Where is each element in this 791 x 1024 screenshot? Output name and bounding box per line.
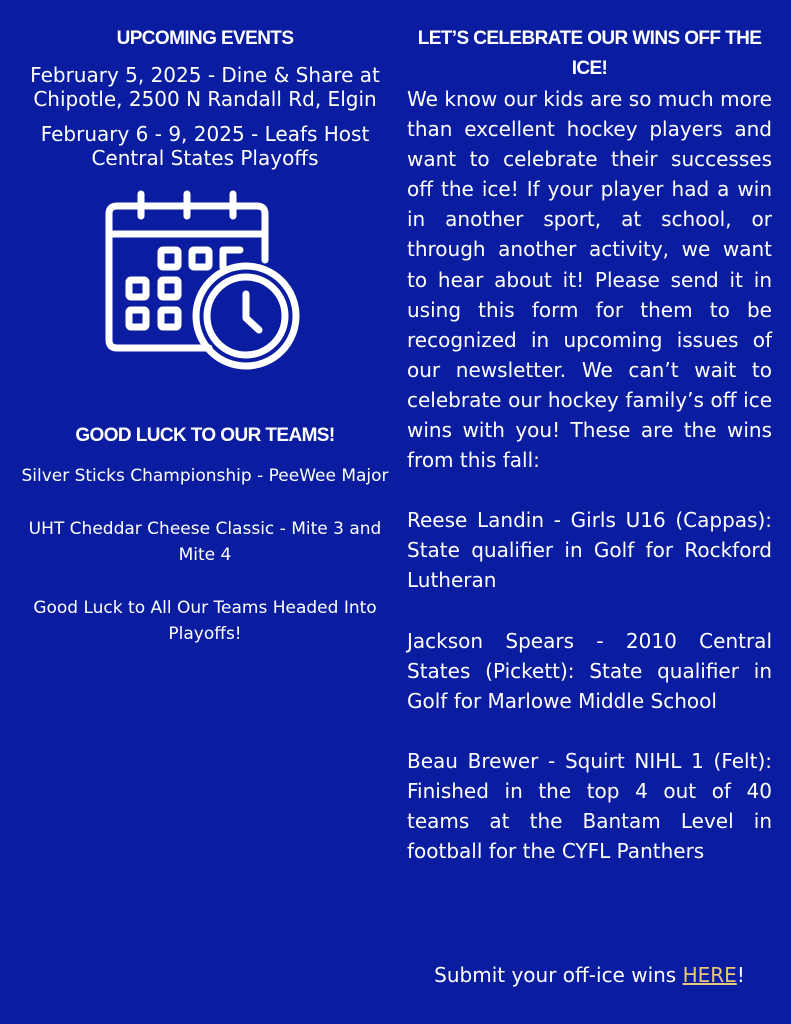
win-item: Beau Brewer - Squirt NIHL 1 (Felt): Finished in the top 4 out of 40 teams at the Bantam Level in football for the CYFL Panthers — [407, 748, 772, 864]
submit-line — [407, 960, 772, 990]
left-column — [14, 24, 396, 648]
good-luck-title: GOOD LUCK TO OUR TEAMS! — [75, 425, 335, 446]
upcoming-events-title: UPCOMING EVENTS — [116, 28, 294, 49]
event-item: February 5, 2025 - Dine & Share at Chipotle, 2500 N Randall Rd, Elgin — [30, 63, 380, 111]
event-item: February 6 - 9, 2025 - Leafs Host Central States Playoffs — [40, 122, 370, 170]
intro-paragraph: We know our kids are so much more than excellent hockey players and want to celebrate their successes off the ice! If your player had a win in another sport, at school, or through another activity, we want to hear about it! Please send it in using this form for them to be recognized in upcoming issues of our newsletter. We can’t wait to celebrate our hockey family’s off ice wins with you! These are the wins from this fall: — [407, 87, 772, 473]
team-item: Good Luck to All Our Teams Headed Into Playoffs! — [33, 597, 377, 644]
submit-suffix: ! — [736, 963, 745, 987]
celebrate-wins-title: LET’S CELEBRATE OUR WINS OFF THE ICE! — [417, 28, 762, 79]
submit-here-link[interactable]: HERE — [682, 963, 737, 987]
win-item: Jackson Spears - 2010 Central States (Pickett): State qualifier in Golf for Marlowe Middle School — [407, 628, 772, 713]
calendar-clock-icon — [105, 190, 305, 375]
team-item: UHT Cheddar Cheese Classic - Mite 3 and Mite 4 — [28, 518, 382, 565]
team-item: Silver Sticks Championship - PeeWee Major — [21, 466, 389, 486]
submit-prefix: Submit your off-ice wins — [434, 963, 683, 987]
right-column — [407, 24, 772, 866]
win-item: Reese Landin - Girls U16 (Cappas): State qualifier in Golf for Rockford Lutheran — [407, 508, 772, 593]
